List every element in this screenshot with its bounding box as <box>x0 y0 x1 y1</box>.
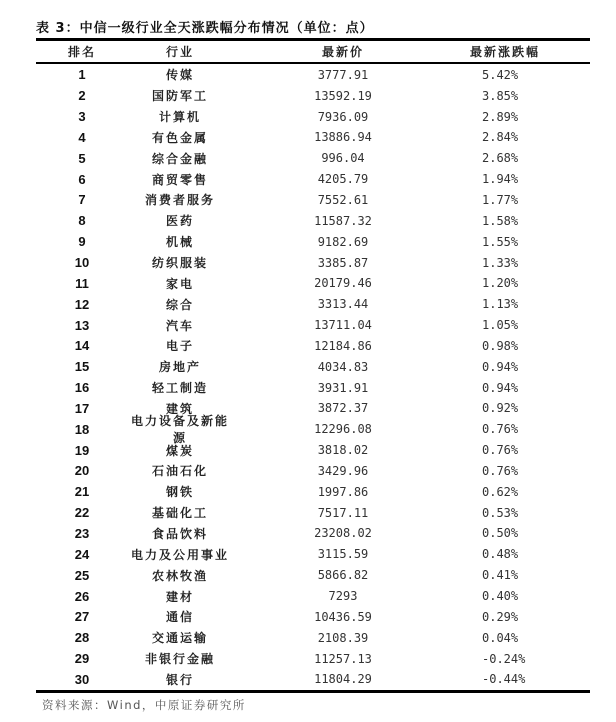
change-cell: 1.55% <box>482 234 519 249</box>
price-cell: 11587.32 <box>314 213 372 228</box>
rank-cell: 7 <box>78 192 86 208</box>
rank-cell: 14 <box>74 338 90 354</box>
change-cell: 1.20% <box>482 276 519 291</box>
price-cell: 12296.08 <box>314 422 372 437</box>
industry-cell: 汽车 <box>165 318 194 333</box>
table-row <box>36 648 590 669</box>
rank-cell: 9 <box>78 234 86 250</box>
rank-cell: 4 <box>78 129 86 145</box>
price-cell: 3931.91 <box>317 380 369 395</box>
price-cell: 9182.69 <box>317 234 369 249</box>
industry-cell: 计算机 <box>158 110 201 125</box>
price-cell: 3385.87 <box>317 255 369 270</box>
price-cell: 7552.61 <box>317 192 369 207</box>
industry-cell: 钢铁 <box>165 485 194 500</box>
change-cell: 2.84% <box>482 130 519 145</box>
industry-cell: 轻工制造 <box>151 381 208 396</box>
price-cell: 3313.44 <box>317 297 369 312</box>
industry-cell: 综合 <box>165 297 194 312</box>
table-row <box>36 127 590 148</box>
industry-cell: 纺织服装 <box>151 256 208 271</box>
table-row <box>36 461 590 482</box>
price-cell: 13711.04 <box>314 318 372 333</box>
industry-cell: 有色金属 <box>151 130 208 145</box>
change-cell: 1.05% <box>482 318 519 333</box>
change-cell: 0.94% <box>482 380 519 395</box>
rank-cell: 11 <box>75 275 89 291</box>
change-cell: -0.44% <box>482 672 526 687</box>
table-row <box>36 502 590 523</box>
rank-cell: 6 <box>78 171 86 187</box>
price-cell: 3429.96 <box>317 463 369 478</box>
change-cell: 0.94% <box>482 359 519 374</box>
rank-cell: 20 <box>74 463 90 479</box>
table-row <box>36 669 590 690</box>
table-row <box>36 190 590 211</box>
industry-cell: 商贸零售 <box>151 172 208 187</box>
table-row <box>36 148 590 169</box>
price-cell: 5866.82 <box>317 568 369 583</box>
price-cell: 3818.02 <box>317 443 369 458</box>
change-cell: 0.98% <box>482 338 519 353</box>
price-cell: 13886.94 <box>314 130 372 145</box>
change-cell: 0.41% <box>482 568 519 583</box>
rank-cell: 16 <box>74 380 90 396</box>
change-cell: 1.77% <box>482 192 519 207</box>
table-row <box>36 335 590 356</box>
rank-cell: 22 <box>74 505 90 521</box>
industry-cell: 农林牧渔 <box>151 568 208 583</box>
table-row <box>36 294 590 315</box>
change-cell: 0.29% <box>482 609 519 624</box>
rank-cell: 5 <box>78 150 86 166</box>
change-cell: 0.48% <box>482 547 519 562</box>
table-title: 表 3：中信一级行业全天涨跌幅分布情况（单位：点） <box>36 21 374 36</box>
price-cell: 4205.79 <box>317 172 369 187</box>
rank-cell: 17 <box>74 400 90 416</box>
header-change: 最新涨跌幅 <box>470 45 541 59</box>
header-industry: 行业 <box>165 45 194 59</box>
industry-cell: 银行 <box>165 672 194 687</box>
table-row <box>36 356 590 377</box>
industry-cell: 非银行金融 <box>144 652 215 667</box>
table-row <box>36 85 590 106</box>
change-cell: 3.85% <box>482 88 519 103</box>
change-cell: 2.68% <box>482 151 519 166</box>
table-row <box>36 440 590 461</box>
rank-cell: 18 <box>74 421 90 437</box>
table-row <box>36 315 590 336</box>
industry-cell: 食品饮料 <box>151 526 208 541</box>
rank-cell: 8 <box>78 213 86 229</box>
change-cell: 1.13% <box>482 297 519 312</box>
rank-cell: 2 <box>78 88 86 104</box>
rank-cell: 1 <box>78 67 86 83</box>
table-row <box>36 523 590 544</box>
change-cell: 0.62% <box>482 484 519 499</box>
table-row <box>36 544 590 565</box>
industry-cell: 电力及公用事业 <box>130 547 229 562</box>
industry-cell: 综合金融 <box>151 151 208 166</box>
industry-cell: 交通运输 <box>151 631 208 646</box>
table-row <box>36 273 590 294</box>
price-cell: 2108.39 <box>317 630 369 645</box>
change-cell: 5.42% <box>482 67 519 82</box>
change-cell: 0.76% <box>482 443 519 458</box>
change-cell: 0.04% <box>482 630 519 645</box>
table-header-row <box>36 41 590 62</box>
industry-cell: 家电 <box>165 276 194 291</box>
industry-cell: 建筑 <box>165 401 194 416</box>
industry-cell: 消费者服务 <box>144 193 215 208</box>
price-cell: 23208.02 <box>314 526 372 541</box>
industry-cell: 电子 <box>165 339 194 354</box>
rank-cell: 30 <box>74 671 90 687</box>
table-bottom-rule <box>36 690 590 693</box>
industry-cell: 传媒 <box>165 68 194 83</box>
industry-cell: 建材 <box>165 589 194 604</box>
table-row <box>36 169 590 190</box>
table-row <box>36 377 590 398</box>
price-cell: 7517.11 <box>317 505 369 520</box>
rank-cell: 25 <box>74 567 90 583</box>
rank-cell: 12 <box>74 296 90 312</box>
change-cell: 0.76% <box>482 463 519 478</box>
price-cell: 10436.59 <box>314 609 372 624</box>
change-cell: 0.76% <box>482 422 519 437</box>
table-row <box>36 586 590 607</box>
table-row <box>36 565 590 586</box>
table-row <box>36 231 590 252</box>
change-cell: 0.53% <box>482 505 519 520</box>
table-row <box>36 414 590 446</box>
rank-cell: 15 <box>74 359 90 375</box>
table-row <box>36 398 590 419</box>
rank-cell: 3 <box>78 109 86 125</box>
price-cell: 7293 <box>328 589 358 604</box>
price-cell: 12184.86 <box>314 338 372 353</box>
rank-cell: 27 <box>74 609 90 625</box>
price-cell: 1997.86 <box>317 484 369 499</box>
price-cell: 13592.19 <box>314 88 372 103</box>
price-cell: 3115.59 <box>317 547 369 562</box>
change-cell: 0.92% <box>482 401 519 416</box>
rank-cell: 26 <box>74 588 90 604</box>
price-cell: 11804.29 <box>314 672 372 687</box>
rank-cell: 13 <box>74 317 90 333</box>
rank-cell: 21 <box>74 484 90 500</box>
change-cell: 0.50% <box>482 526 519 541</box>
price-cell: 7936.09 <box>317 109 369 124</box>
industry-cell: 石油石化 <box>151 464 208 479</box>
table-body <box>36 64 590 690</box>
industry-cell: 通信 <box>165 610 194 625</box>
industry-change-table <box>36 38 590 713</box>
industry-cell: 煤炭 <box>165 443 194 458</box>
change-cell: 2.89% <box>482 109 519 124</box>
rank-cell: 24 <box>74 546 90 562</box>
price-cell: 996.04 <box>321 151 365 166</box>
table-row <box>36 481 590 502</box>
rank-cell: 28 <box>74 630 90 646</box>
table-row <box>36 106 590 127</box>
industry-cell: 电力设备及新能源 <box>130 414 229 446</box>
price-cell: 11257.13 <box>314 651 372 666</box>
change-cell: -0.24% <box>482 651 526 666</box>
source-note: 资料来源：Wind，中原证券研究所 <box>42 697 246 712</box>
industry-cell: 房地产 <box>158 360 201 375</box>
price-cell: 20179.46 <box>314 276 372 291</box>
industry-cell: 国防军工 <box>151 89 208 104</box>
rank-cell: 19 <box>74 442 90 458</box>
table-row <box>36 606 590 627</box>
industry-cell: 基础化工 <box>151 506 208 521</box>
price-cell: 3777.91 <box>317 67 369 82</box>
table-row <box>36 627 590 648</box>
table-row <box>36 65 590 86</box>
header-price: 最新价 <box>321 45 364 59</box>
rank-cell: 23 <box>74 525 90 541</box>
header-rank: 排名 <box>67 45 96 59</box>
rank-cell: 29 <box>74 651 90 667</box>
change-cell: 1.94% <box>482 172 519 187</box>
industry-cell: 机械 <box>165 235 194 250</box>
price-cell: 4034.83 <box>317 359 369 374</box>
price-cell: 3872.37 <box>317 401 369 416</box>
change-cell: 1.58% <box>482 213 519 228</box>
industry-cell: 医药 <box>165 214 194 229</box>
change-cell: 1.33% <box>482 255 519 270</box>
change-cell: 0.40% <box>482 589 519 604</box>
rank-cell: 10 <box>74 255 90 271</box>
table-row <box>36 210 590 231</box>
table-row <box>36 252 590 273</box>
